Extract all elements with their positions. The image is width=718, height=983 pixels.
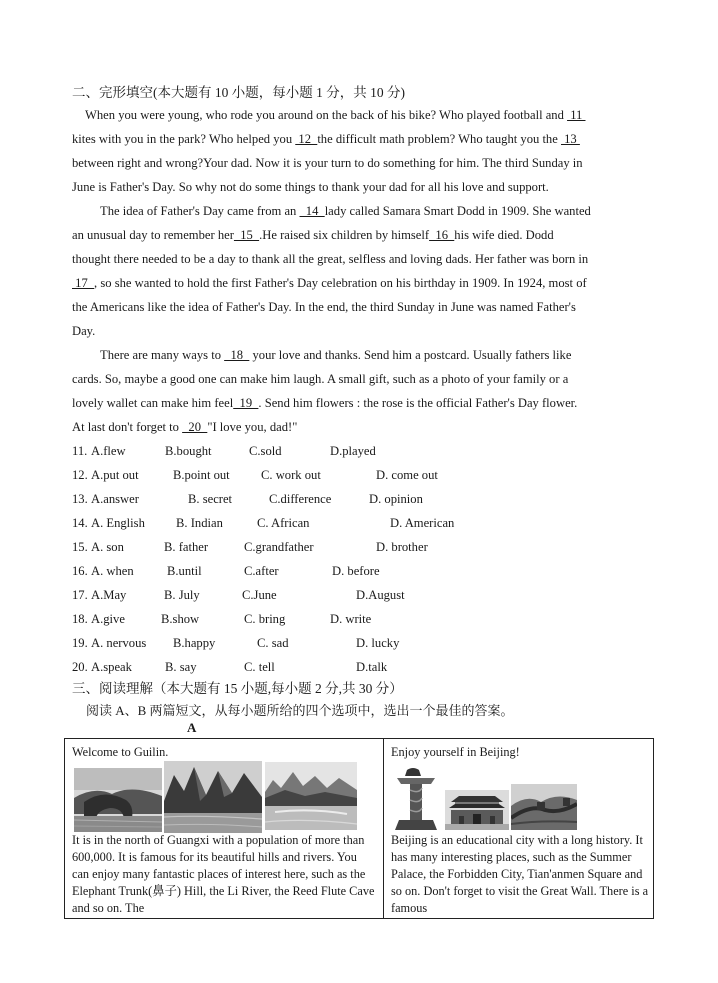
blank-20: 20	[182, 420, 208, 434]
blank-18: 18	[224, 348, 250, 362]
great-wall-photo	[511, 784, 577, 830]
cloze-paragraph-1: When you were young, who rode you around on the back of his bike? Who played football and 11 kites with you in the park? Who helped you 12 the difficult math problem? Who taught you the 13 between right and wrong?Your dad. Now it is your turn to do something for him. The third Sunday in June is Father's Day. So why not do some things to thank your dad for all his love and support.	[72, 108, 586, 194]
beijing-cell	[391, 739, 649, 918]
beijing-title: Enjoy yourself in Beijing!	[391, 745, 520, 759]
blank-16: 16	[429, 228, 455, 242]
passage-a-table	[64, 738, 654, 919]
option-row-12: 12. A.put out B.point out C. work out D. come out	[72, 468, 438, 482]
answer-options	[72, 439, 652, 679]
section-2-title: 二、完形填空(本大题有 10 小题，每小题 1 分，共 10 分)	[72, 85, 405, 100]
option-row-15: 15. A. son B. father C.grandfather D. brother	[72, 540, 428, 554]
option-row-17: 17. A.May B. July C.June D.August	[72, 588, 405, 602]
blank-13: 13	[560, 132, 580, 146]
blank-14: 14	[299, 204, 325, 218]
river-landscape-photo	[265, 762, 357, 830]
option-row-19: 19. A. nervous B.happy C. sad D. lucky	[72, 636, 400, 650]
option-row-16: 16. A. when B.until C.after D. before	[72, 564, 380, 578]
table-divider	[383, 739, 384, 918]
option-row-13: 13. A.answer B. secret C.difference D. opinion	[72, 492, 423, 506]
blank-12: 12	[295, 132, 318, 146]
huabiao-column-photo	[391, 764, 441, 832]
option-row-20: 20. A.speak B. say C. tell D.talk	[72, 660, 388, 674]
guilin-text: It is in the north of Guangxi with a population of more than 600,000. It is famous for its beautiful hills and rivers. You can enjoy many fantastic places of interest here, such as the Elephant Trunk(鼻子) Hill, the Li River, the Reed Flute Cave and so on. The	[72, 833, 375, 915]
reading-instruction: 阅读 A、B 两篇短文，从每小题所给的四个选项中，选出一个最佳的答案。	[86, 703, 514, 718]
cloze-paragraph-3: There are many ways to 18 your love and thanks. Send him a postcard. Usually fathers like cards. So, maybe a good one can make him laugh. A small gift, such as a photo of your family or a lovely wallet can make him feel 19 . Send him flowers : the rose is the official Father's Day flower. At last don't forget to 20 "I love you, dad!"	[72, 348, 578, 434]
guilin-cell	[72, 739, 375, 918]
passage-label-a: A	[187, 720, 197, 735]
blank-15: 15	[233, 228, 260, 242]
elephant-trunk-hill-photo	[74, 768, 162, 832]
option-row-18: 18. A.give B.show C. bring D. write	[72, 612, 372, 626]
guilin-title: Welcome to Guilin.	[72, 745, 169, 759]
option-row-11: 11. A.flew B.bought C.sold D.played	[72, 444, 376, 458]
option-row-14: 14. A. English B. Indian C. African D. American	[72, 516, 455, 530]
blank-17: 17	[72, 276, 95, 290]
blank-11: 11	[567, 108, 586, 122]
section-3-title: 三、阅读理解（本大题有 15 小题,每小题 2 分,共 30 分）	[72, 681, 403, 696]
tiananmen-photo	[445, 790, 509, 830]
blank-19: 19	[233, 396, 259, 410]
beijing-text: Beijing is an educational city with a long history. It has many interesting places, such as the Summer Palace, the Forbidden City, Tian'anmen Square and so on. Don't forget to visit the Great Wall. There is a famous	[391, 833, 649, 915]
cloze-paragraph-2: The idea of Father's Day came from an 14 lady called Samara Smart Dodd in 1909. She wanted an unusual day to remember her 15 .He raised six children by himself 16 his wife died. Dodd thought there needed to be a day to thank all the great, selfless and loving dads. Her father was born in 17 , so she wanted to hold the first Father's Day celebration on his birthday in 1909. In 1924, most of the Americans like the idea of Father's Day. In the end, the third Sunday in June was named Father's Day.	[72, 204, 591, 338]
li-river-photo	[164, 761, 262, 833]
